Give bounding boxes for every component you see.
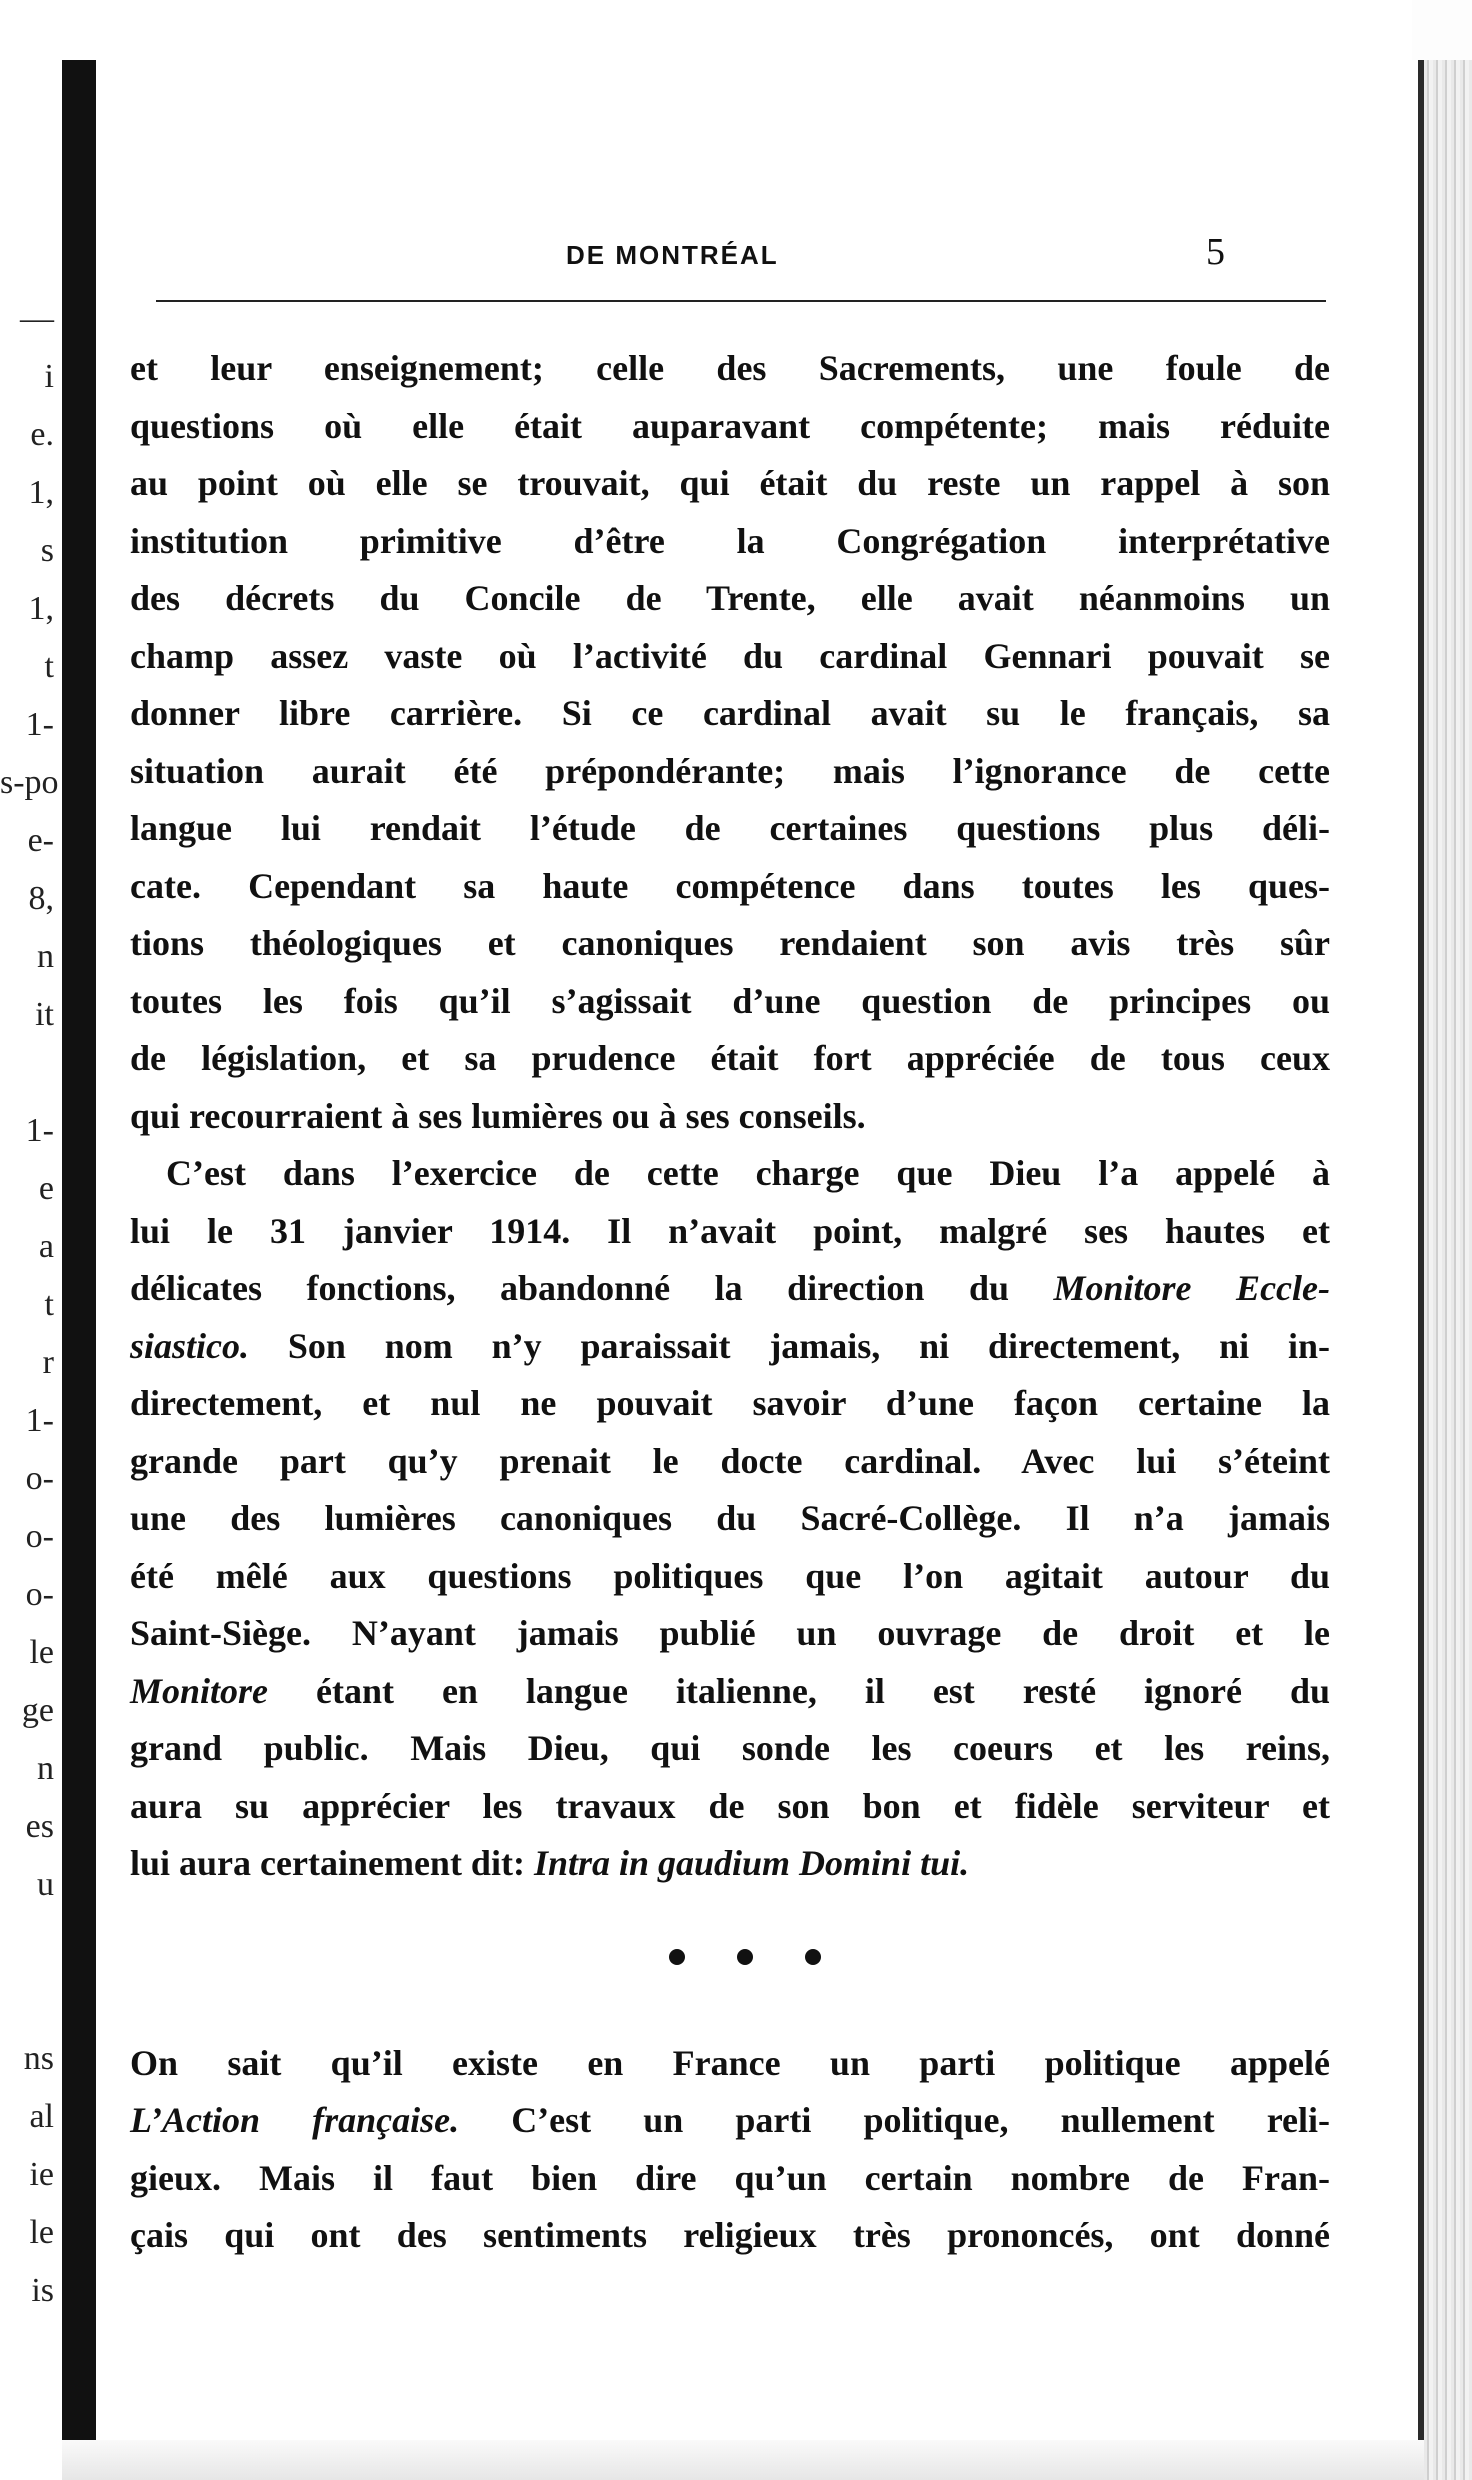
facing-page-fragment: 1- <box>25 1112 54 1149</box>
page-number: 5 <box>1206 231 1225 273</box>
scan-top-margin <box>62 0 1412 60</box>
text-line: de législation, et sa prudence était fort appréciée de tous ceux <box>130 1038 1330 1078</box>
italic-quote: Intra in gaudium Domini tui. <box>533 1843 970 1883</box>
text-run: C’est un parti politique, nullement reli- <box>459 2100 1330 2140</box>
facing-page-text-fragments <box>0 290 60 2320</box>
text-line: directement, et nul ne pouvait savoir d’une façon certaine la <box>130 1383 1330 1423</box>
italic-title: Monitore Eccle- <box>1053 1268 1330 1308</box>
separator-dot <box>805 1949 821 1965</box>
text-line: et leur enseignement; celle des Sacrements, une foule de <box>130 348 1330 388</box>
facing-page-fragment: s <box>40 532 54 569</box>
text-line: été mêlé aux questions politiques que l’on agitait autour du <box>130 1555 1330 1596</box>
facing-page-fragment <box>0 1044 60 1102</box>
text-line: champ assez vaste où l’activité du cardinal Gennari pouvait se <box>130 635 1330 676</box>
text-line: Saint-Siège. N’ayant jamais publié un ouvrage de droit et le <box>130 1613 1330 1653</box>
facing-page-fragment: o- <box>25 1518 54 1555</box>
facing-page-fragment: s-po <box>0 764 59 801</box>
facing-page-fragment: 1- <box>25 706 54 743</box>
facing-page-fragment: ge <box>21 1692 54 1729</box>
text-line: çais qui ont des sentiments religieux très prononcés, ont donné <box>130 2215 1330 2255</box>
text-line: au point où elle se trouvait, qui était du reste un rappel à son <box>130 463 1330 503</box>
text-line: C’est dans l’exercice de cette charge que Dieu l’a appelé à <box>166 1153 1330 1193</box>
text-line: situation aurait été prépondérante; mais l’ignorance de cette <box>130 750 1330 791</box>
page-stack-edges <box>1424 60 1472 2480</box>
separator-dot <box>669 1949 685 1965</box>
text-line: langue lui rendait l’étude de certaines questions plus déli- <box>130 808 1330 848</box>
facing-page-fragment: 1- <box>25 1402 54 1439</box>
text-line <box>130 1663 1330 1721</box>
spacer <box>130 1893 1330 1927</box>
facing-page-fragment: i <box>44 358 54 395</box>
text-line: toutes les fois qu’il s’agissait d’une question de principes ou <box>130 980 1330 1021</box>
text-line: des décrets du Concile de Trente, elle avait néanmoins un <box>130 578 1330 618</box>
text-line <box>130 1318 1330 1376</box>
paragraph <box>130 1145 1330 1893</box>
facing-page-fragment: n <box>37 1750 54 1787</box>
facing-page-fragment: r <box>42 1344 54 1381</box>
facing-page-fragment: it <box>35 996 54 1033</box>
book-page <box>96 60 1418 2440</box>
facing-page-fragment: — <box>20 300 54 337</box>
facing-page-fragment: le <box>29 1634 54 1671</box>
facing-page-fragment: t <box>44 648 54 685</box>
text-line: gieux. Mais il faut bien dire qu’un certain nombre de Fran- <box>130 2157 1330 2198</box>
text-line <box>130 1260 1330 1318</box>
facing-page-fragment: ns <box>23 2040 54 2077</box>
paragraph <box>130 2035 1330 2265</box>
facing-page-fragment: ie <box>29 2156 54 2193</box>
scan-bottom-margin <box>62 2440 1424 2480</box>
facing-page-fragment: u <box>37 1866 54 1903</box>
facing-page-fragment: n <box>37 938 54 975</box>
facing-page-fragment <box>0 1914 60 1972</box>
facing-page-fragment: e- <box>27 822 54 859</box>
text-run: étant en langue italienne, il est resté ignoré du <box>268 1670 1330 1711</box>
text-line: aura su apprécier les travaux de son bon et fidèle serviteur et <box>130 1785 1330 1826</box>
facing-page-fragment <box>0 1972 60 2030</box>
separator-dot <box>737 1949 753 1965</box>
text-run: délicates fonctions, abandonné la direction du <box>130 1268 1054 1308</box>
text-line: On sait qu’il existe en France un parti politique appelé <box>130 2042 1330 2083</box>
italic-title: Monitore <box>130 1670 269 1711</box>
paragraph <box>130 340 1330 1145</box>
text-line: qui recourraient à ses lumières ou à ses conseils. <box>130 1095 866 1136</box>
running-head <box>96 230 1418 290</box>
text-line: grand public. Mais Dieu, qui sonde les coeurs et les reins, <box>130 1728 1330 1768</box>
facing-page-fragment: o- <box>25 1576 54 1613</box>
facing-page-fragment: a <box>38 1228 54 1265</box>
text-line: grande part qu’y prenait le docte cardinal. Avec lui s’éteint <box>130 1440 1330 1481</box>
text-line: tions théologiques et canoniques rendaient son avis très sûr <box>130 923 1330 963</box>
text-line: questions où elle était auparavant compétente; mais réduite <box>130 405 1330 446</box>
italic-title: L’Action française. <box>130 2100 460 2140</box>
facing-page-fragment: e <box>38 1170 54 1207</box>
facing-page-fragment: 1, <box>28 590 54 627</box>
book-gutter <box>62 60 96 2460</box>
facing-page-fragment: t <box>44 1286 54 1323</box>
text-line: cate. Cependant sa haute compétence dans toutes les ques- <box>130 865 1330 906</box>
facing-page-fragment: is <box>31 2272 54 2309</box>
facing-page-edge <box>0 0 62 2480</box>
italic-title: siastico. <box>130 1325 250 1366</box>
facing-page-fragment: es <box>25 1808 54 1845</box>
facing-page-fragment: e. <box>30 416 54 453</box>
text-line <box>130 1835 1330 1893</box>
text-run: lui aura certainement dit: <box>130 1843 534 1883</box>
text-line: donner libre carrière. Si ce cardinal avait su le français, sa <box>130 693 1330 733</box>
section-separator <box>130 1927 1330 1987</box>
text-line: institution primitive d’être la Congrégation interprétative <box>130 520 1330 561</box>
running-title: DE MONTRÉAL <box>566 240 779 270</box>
spacer <box>130 1987 1330 2035</box>
facing-page-fragment: o- <box>25 1460 54 1497</box>
header-rule <box>156 300 1326 302</box>
facing-page-fragment: al <box>29 2098 54 2135</box>
text-run: Son nom n’y paraissait jamais, ni directement, ni in- <box>249 1325 1330 1366</box>
facing-page-fragment: le <box>29 2214 54 2251</box>
text-line: lui le 31 janvier 1914. Il n’avait point, malgré ses hautes et <box>130 1210 1330 1251</box>
text-line: une des lumières canoniques du Sacré-Collège. Il n’a jamais <box>130 1498 1330 1538</box>
body-text <box>130 340 1330 2265</box>
facing-page-fragment: 1, <box>28 474 54 511</box>
facing-page-fragment: 8, <box>28 880 54 917</box>
text-line <box>130 2092 1330 2150</box>
